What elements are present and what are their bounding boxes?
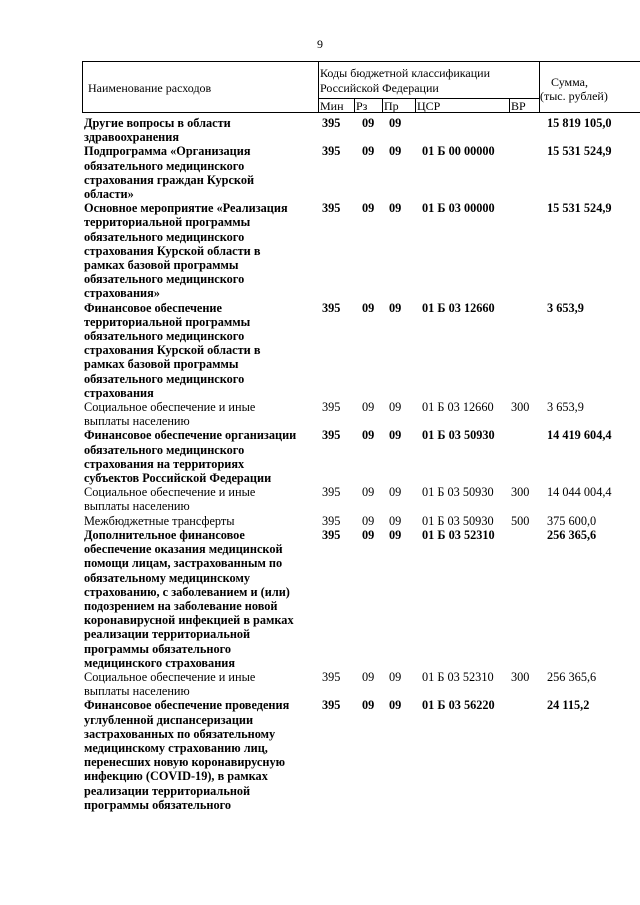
row-name-line: обязательному медицинскому bbox=[84, 570, 250, 585]
code-csr: 01 Б 00 00000 bbox=[422, 144, 495, 159]
row-name bbox=[84, 301, 314, 400]
row-name-line: выплаты населению bbox=[84, 684, 190, 699]
header-sub-csr: ЦСР bbox=[417, 99, 441, 113]
table-row bbox=[84, 400, 640, 428]
row-name-line: обеспечение оказания медицинской bbox=[84, 542, 283, 557]
row-name-line: Межбюджетные трансферты bbox=[84, 513, 235, 528]
code-pr: 09 bbox=[389, 513, 402, 528]
code-min: 395 bbox=[322, 144, 341, 159]
code-csr: 01 Б 03 50930 bbox=[422, 485, 494, 500]
table-row bbox=[84, 485, 640, 513]
code-csr: 01 Б 03 12660 bbox=[422, 400, 494, 415]
row-name bbox=[84, 400, 314, 428]
row-name bbox=[84, 670, 314, 698]
header-divider bbox=[354, 98, 355, 112]
table-row bbox=[84, 301, 640, 400]
code-pr: 09 bbox=[389, 698, 402, 713]
code-rz: 09 bbox=[362, 201, 375, 216]
row-name-line: Дополнительное финансовое bbox=[84, 527, 245, 542]
code-rz: 09 bbox=[362, 300, 375, 315]
table-row bbox=[84, 201, 640, 300]
code-csr: 01 Б 03 52310 bbox=[422, 527, 495, 542]
header-divider bbox=[318, 62, 319, 112]
table-row bbox=[84, 144, 640, 201]
row-name-line: обязательного медицинского bbox=[84, 329, 245, 344]
row-name bbox=[84, 485, 314, 513]
code-rz: 09 bbox=[362, 698, 375, 713]
row-name-line: медицинскому страхованию лиц, bbox=[84, 740, 268, 755]
row-name-line: обязательного медицинского bbox=[84, 442, 245, 457]
row-name-line: страхования» bbox=[84, 286, 160, 301]
row-name-line: Финансовое обеспечение организации bbox=[84, 428, 297, 443]
row-name-line: страхования Курской области в bbox=[84, 243, 261, 258]
row-name-line: Социальное обеспечение и иные bbox=[84, 400, 256, 415]
row-name-line: перенесших новую коронавирусную bbox=[84, 755, 286, 770]
row-name-line: обязательного медицинского bbox=[84, 229, 245, 244]
code-rz: 09 bbox=[362, 144, 375, 159]
sum-value: 256 365,6 bbox=[547, 669, 597, 684]
row-name-line: страхования на территориях bbox=[84, 456, 245, 471]
sum-value: 14 419 604,4 bbox=[547, 428, 612, 443]
row-name-line: программы обязательного bbox=[84, 797, 232, 812]
header-divider bbox=[509, 98, 510, 112]
code-csr: 01 Б 03 50930 bbox=[422, 428, 495, 443]
code-rz: 09 bbox=[362, 400, 375, 415]
code-csr: 01 Б 03 52310 bbox=[422, 669, 494, 684]
code-pr: 09 bbox=[389, 201, 402, 216]
header-sub-vr: ВР bbox=[511, 99, 526, 113]
code-pr: 09 bbox=[389, 116, 402, 130]
row-name-line: инфекцию (COVID-19), в рамках bbox=[84, 769, 268, 784]
code-rz: 09 bbox=[362, 527, 375, 542]
row-name bbox=[84, 144, 314, 201]
header-sum-title: Сумма, bbox=[551, 75, 588, 89]
row-name-line: Социальное обеспечение и иные bbox=[84, 669, 256, 684]
code-rz: 09 bbox=[362, 669, 375, 684]
table-row bbox=[84, 428, 640, 485]
sum-value: 24 115,2 bbox=[547, 698, 590, 713]
code-pr: 09 bbox=[389, 400, 402, 415]
row-name-line: рамках базовой программы bbox=[84, 258, 239, 273]
code-vr: 500 bbox=[511, 513, 530, 528]
row-name-line: здравоохранения bbox=[84, 130, 179, 145]
row-name-line: выплаты населению bbox=[84, 499, 190, 514]
code-pr: 09 bbox=[389, 527, 402, 542]
code-min: 395 bbox=[322, 116, 341, 130]
header-sub-pr: Пр bbox=[384, 99, 399, 113]
row-name-line: Подпрограмма «Организация bbox=[84, 144, 251, 159]
header-codes-title: Российской Федерации bbox=[320, 81, 439, 95]
code-min: 395 bbox=[322, 300, 341, 315]
table-row bbox=[84, 670, 640, 698]
code-min: 395 bbox=[322, 201, 341, 216]
code-pr: 09 bbox=[389, 300, 402, 315]
header-sub-rz: Рз bbox=[356, 99, 368, 113]
code-rz: 09 bbox=[362, 513, 375, 528]
row-name-line: страхования bbox=[84, 385, 154, 400]
table-row bbox=[84, 698, 640, 812]
row-name-line: субъектов Российской Федерации bbox=[84, 471, 272, 486]
sum-value: 3 653,9 bbox=[547, 300, 584, 315]
header-sub-min: Мин bbox=[320, 99, 344, 113]
row-name-line: углубленной диспансеризации bbox=[84, 712, 254, 727]
row-name bbox=[84, 528, 314, 670]
row-name bbox=[84, 428, 314, 485]
table-row bbox=[84, 514, 640, 528]
code-csr: 01 Б 03 56220 bbox=[422, 698, 495, 713]
row-name-line: коронавирусной инфекцией в рамках bbox=[84, 613, 294, 628]
code-min: 395 bbox=[322, 400, 341, 415]
table-header bbox=[82, 61, 640, 113]
row-name-line: помощи лицам, застрахованным по bbox=[84, 556, 283, 571]
table-row bbox=[84, 528, 640, 670]
row-name bbox=[84, 698, 314, 812]
header-codes-title: Коды бюджетной классификации bbox=[320, 66, 490, 80]
header-border-left bbox=[82, 62, 83, 112]
code-rz: 09 bbox=[362, 116, 375, 130]
header-name-column: Наименование расходов bbox=[88, 81, 212, 95]
row-name-line: застрахованных по обязательному bbox=[84, 726, 276, 741]
code-min: 395 bbox=[322, 698, 341, 713]
code-min: 395 bbox=[322, 513, 341, 528]
code-min: 395 bbox=[322, 428, 341, 443]
header-divider bbox=[415, 98, 416, 112]
row-name-line: Социальное обеспечение и иные bbox=[84, 485, 256, 500]
row-name-line: Другие вопросы в области bbox=[84, 116, 231, 130]
code-rz: 09 bbox=[362, 485, 375, 500]
row-name bbox=[84, 116, 314, 144]
row-name-line: Финансовое обеспечение bbox=[84, 300, 222, 315]
row-name-line: обязательного медицинского bbox=[84, 272, 245, 287]
row-name bbox=[84, 201, 314, 300]
row-name-line: Основное мероприятие «Реализация bbox=[84, 201, 288, 216]
header-sum-title: (тыс. рублей) bbox=[540, 89, 608, 103]
row-name-line: страхования Курской области в bbox=[84, 343, 261, 358]
sum-value: 15 531 524,9 bbox=[547, 201, 612, 216]
row-name-line: территориальной программы bbox=[84, 314, 251, 329]
code-pr: 09 bbox=[389, 669, 402, 684]
table-body bbox=[84, 116, 640, 812]
row-name-line: Финансовое обеспечение проведения bbox=[84, 698, 290, 713]
code-rz: 09 bbox=[362, 428, 375, 443]
row-name-line: выплаты населению bbox=[84, 414, 190, 429]
code-csr: 01 Б 03 00000 bbox=[422, 201, 495, 216]
row-name bbox=[84, 514, 314, 528]
row-name-line: рамках базовой программы bbox=[84, 357, 239, 372]
row-name-line: подозрением на заболевание новой bbox=[84, 598, 278, 613]
page-number: 9 bbox=[317, 37, 323, 51]
sum-value: 15 819 105,0 bbox=[547, 116, 612, 130]
row-name-line: программы обязательного bbox=[84, 641, 232, 656]
code-min: 395 bbox=[322, 485, 341, 500]
row-name-line: реализации территориальной bbox=[84, 783, 251, 798]
code-vr: 300 bbox=[511, 669, 530, 684]
sum-value: 375 600,0 bbox=[547, 513, 597, 528]
code-csr: 01 Б 03 50930 bbox=[422, 513, 494, 528]
row-name-line: обязательного медицинского bbox=[84, 371, 245, 386]
header-divider bbox=[539, 62, 540, 112]
sum-value: 14 044 004,4 bbox=[547, 485, 612, 500]
table-row bbox=[84, 116, 640, 144]
code-min: 395 bbox=[322, 527, 341, 542]
row-name-line: страхования граждан Курской bbox=[84, 172, 255, 187]
row-name-line: медицинского страхования bbox=[84, 655, 236, 670]
row-name-line: территориальной программы bbox=[84, 215, 251, 230]
sum-value: 256 365,6 bbox=[547, 527, 597, 542]
header-divider bbox=[382, 98, 383, 112]
sum-value: 3 653,9 bbox=[547, 400, 584, 415]
code-pr: 09 bbox=[389, 144, 402, 159]
sum-value: 15 531 524,9 bbox=[547, 144, 612, 159]
row-name-line: реализации территориальной bbox=[84, 627, 251, 642]
row-name-line: области» bbox=[84, 187, 134, 202]
code-vr: 300 bbox=[511, 400, 530, 415]
code-vr: 300 bbox=[511, 485, 530, 500]
code-min: 395 bbox=[322, 669, 341, 684]
code-pr: 09 bbox=[389, 428, 402, 443]
row-name-line: страхованию, с заболеванием и (или) bbox=[84, 584, 290, 599]
code-pr: 09 bbox=[389, 485, 402, 500]
row-name-line: обязательного медицинского bbox=[84, 158, 245, 173]
code-csr: 01 Б 03 12660 bbox=[422, 300, 495, 315]
